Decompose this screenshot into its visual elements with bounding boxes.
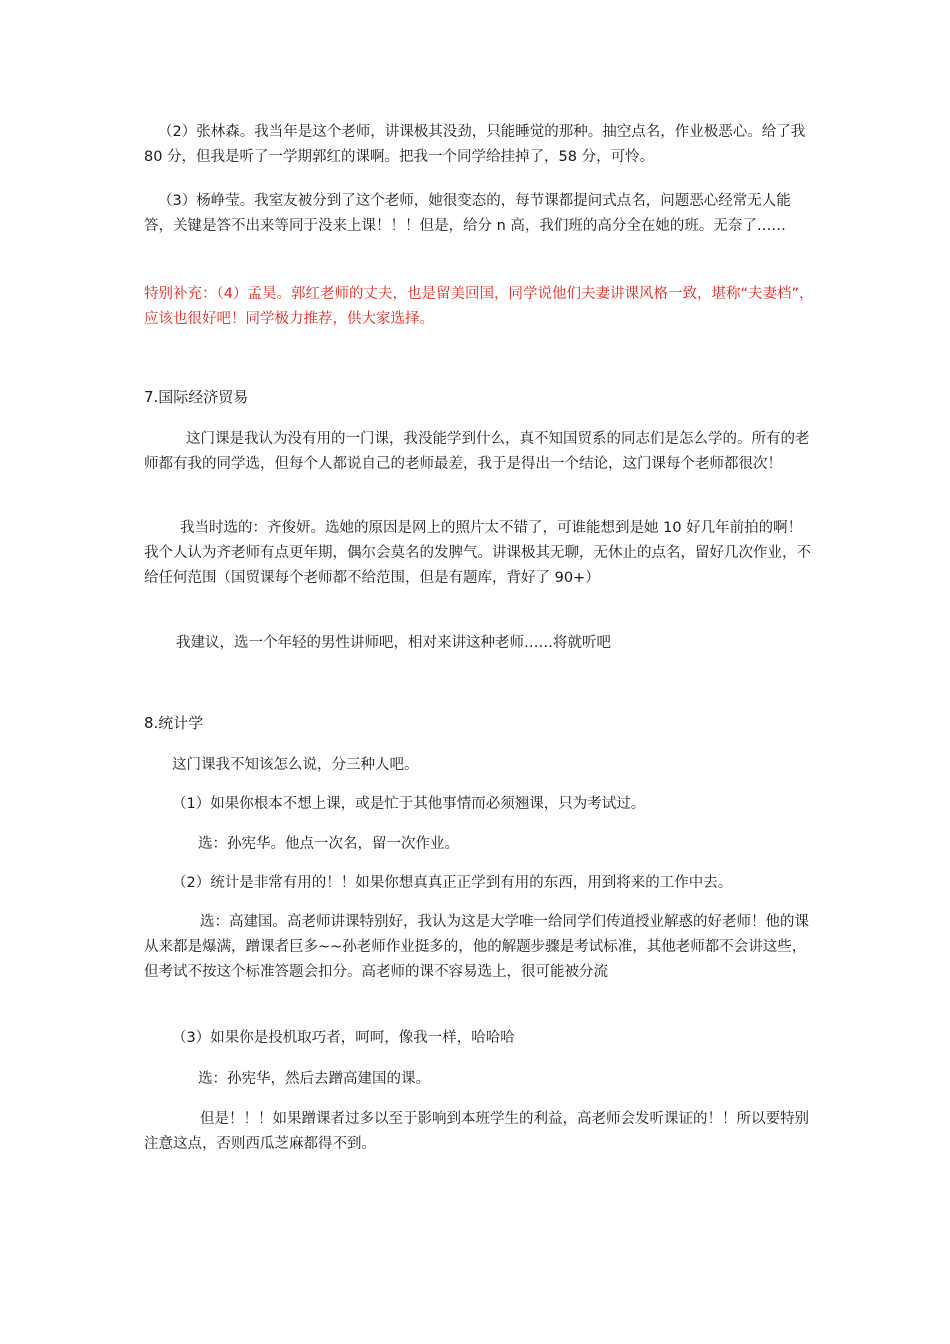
section-8-case-1: （1）如果你根本不想上课，或是忙于其他事情而必须翘课，只为考试过。 (172, 796, 646, 812)
section-7-paragraph-1: 这门课是我认为没有用的一门课，我没能学到什么，真不知国贸系的同志们是怎么学的。所有的老师都有我的同学选，但每个人都说自己的老师最差，我于是得出一个结论，这门课每个老师都很次！ (144, 431, 810, 472)
section-8-intro: 这门课我不知该怎么说，分三种人吧。 (172, 757, 419, 773)
section-8-case-3: （3）如果你是投机取巧者，呵呵，像我一样，哈哈哈 (172, 1030, 515, 1046)
section-7-heading: 7.国际经济贸易 (144, 388, 249, 406)
section-8-case-2: （2）统计是非常有用的！！如果你想真真正正学到有用的东西，用到将来的工作中去。 (172, 875, 733, 891)
teacher-3-paragraph: （3）杨峥莹。我室友被分到了这个老师，她很变态的，每节课都提问式点名，问题恶心经常无人能答，关键是答不出来等同于没来上课！！！但是，给分 n 高，我们班的高分全在她的班。无奈了…… (144, 193, 791, 234)
section-7-paragraph-3: 我建议，选一个年轻的男性讲师吧，相对来讲这种老师……将就听吧 (176, 635, 611, 651)
section-7-paragraph-2: 我当时选的：齐俊妍。选她的原因是网上的照片太不错了，可谁能想到是她 10 好几年前拍的啊！我个人认为齐老师有点更年期，偶尔会莫名的发脾气。讲课极其无聊，无休止的点名，留好几次作业，不给任何范围（国贸课每个老师都不给范围，但是有题库，背好了 90+） (144, 520, 811, 586)
section-8-choice-3: 选：孙宪华，然后去蹭高建国的课。 (198, 1071, 430, 1087)
special-supplement-paragraph: 特别补充：（4）孟昊。郭红老师的丈夫，也是留美回国，同学说他们夫妻讲课风格一致，堪称“夫妻档”，应该也很好吧！同学极力推荐，供大家选择。 (144, 286, 814, 327)
section-8-choice-1: 选：孙宪华。他点一次名，留一次作业。 (198, 836, 459, 852)
teacher-2-paragraph: （2）张林森。我当年是这个老师，讲课极其没劲，只能睡觉的那种。抽空点名，作业极恶心。给了我 80 分，但我是听了一学期郭红的课啊。把我一个同学给挂掉了，58 分，可怜。 (144, 124, 806, 165)
section-8-heading: 8.统计学 (144, 714, 204, 732)
section-8-choice-2: 选：高建国。高老师讲课特别好，我认为这是大学唯一给同学们传道授业解惑的好老师！他的课从来都是爆满，蹭课者巨多~~孙老师作业挺多的，他的解题步骤是考试标准，其他老师都不会讲这些，但考试不按这个标准答题会扣分。高老师的课不容易选上，很可能被分流 (144, 914, 809, 980)
section-8-warning: 但是！！！如果蹭课者过多以至于影响到本班学生的利益，高老师会发听课证的！！所以要特别注意这点，否则西瓜芝麻都得不到。 (144, 1111, 809, 1152)
